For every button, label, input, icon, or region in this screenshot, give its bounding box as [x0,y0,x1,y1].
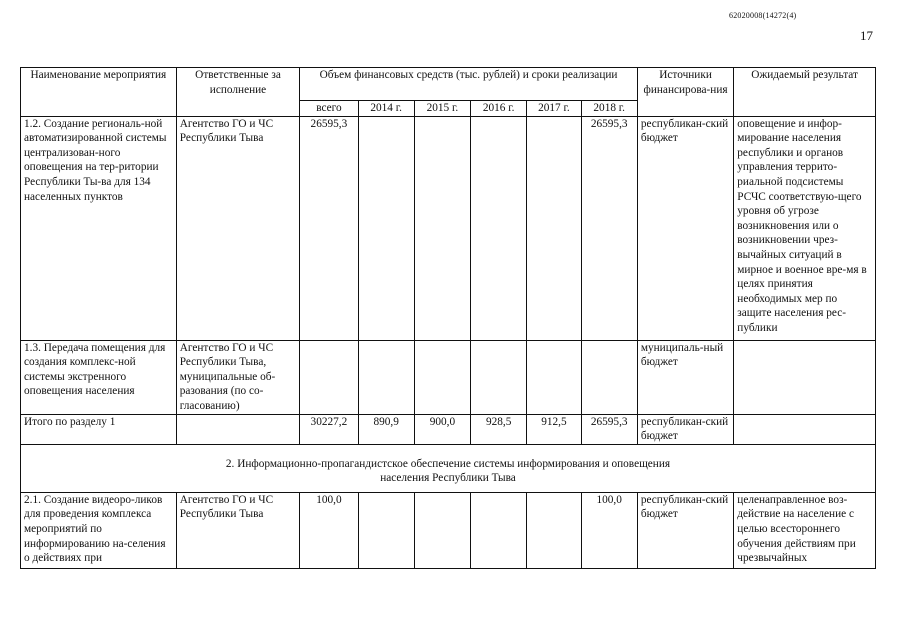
row-total: 100,0 [300,492,358,568]
row-2017 [527,492,581,568]
row-2018: 100,0 [581,492,637,568]
row-2015 [414,116,470,340]
table-row [21,116,876,340]
section-heading-row [21,444,876,492]
row-result: оповещение и инфор-мирование населения республики и органов управления террито-риальной подсистемы РСЧС соответствую-щего уровня об угрозе возникновения или о возникновении чрез-вычайных ситуаций в мирное и военное вре-мя в целях принятия необходимых мер по защите населения рес-публики [734,116,876,340]
table-row [21,492,876,568]
row-result [734,414,876,444]
section-2-title-text: 2. Информационно-пропагандистское обеспечение системы информирования и оповещения населения Республики Тыва [225,457,671,485]
row-2016 [471,340,527,414]
row-source: муниципаль-ный бюджет [637,340,733,414]
row-total: 30227,2 [300,414,358,444]
row-2016 [471,116,527,340]
row-2017: 912,5 [527,414,581,444]
row-total [300,340,358,414]
header-name: Наименование мероприятия [21,68,177,117]
header-2014: 2014 г. [358,101,414,117]
row-2014 [358,492,414,568]
row-2018: 26595,3 [581,116,637,340]
row-name: 2.1. Создание видеоро-ликов для проведения комплекса мероприятий по информированию на-селения о действиях при [21,492,177,568]
table-row-total [21,414,876,444]
document-id: 62020008(14272(4) [729,11,797,20]
table-row [21,340,876,414]
header-2018: 2018 г. [581,101,637,117]
row-source: республикан-ский бюджет [637,116,733,340]
row-2018: 26595,3 [581,414,637,444]
row-source: республикан-ский бюджет [637,492,733,568]
row-2017 [527,116,581,340]
header-result: Ожидаемый результат [734,68,876,117]
row-2017 [527,340,581,414]
program-table [20,67,876,569]
section-2-title [21,444,876,492]
row-2014: 890,9 [358,414,414,444]
header-2015: 2015 г. [414,101,470,117]
header-2016: 2016 г. [471,101,527,117]
row-2015: 900,0 [414,414,470,444]
row-2016: 928,5 [471,414,527,444]
row-responsible: Агентство ГО и ЧС Республики Тыва [176,492,300,568]
row-responsible: Агентство ГО и ЧС Республики Тыва, муниципальные об-разования (по со-гласованию) [176,340,300,414]
header-total: всего [300,101,358,117]
row-name: Итого по разделу 1 [21,414,177,444]
row-result [734,340,876,414]
row-responsible [176,414,300,444]
page-number: 17 [860,28,873,43]
row-name: 1.3. Передача помещения для создания комплекс-ной системы экстренного оповещения населения [21,340,177,414]
row-2014 [358,340,414,414]
row-responsible: Агентство ГО и ЧС Республики Тыва [176,116,300,340]
row-result: целенаправленное воз-действие на население с целью всестороннего обучения действиям при чрезвычайных [734,492,876,568]
row-name: 1.2. Создание региональ-ной автоматизированной системы централизован-ного оповещения на тер-ритории Республики Ты-ва для 134 населенных пунктов [21,116,177,340]
row-source: республикан-ский бюджет [637,414,733,444]
row-total: 26595,3 [300,116,358,340]
row-2018 [581,340,637,414]
row-2015 [414,492,470,568]
header-sources: Источники финансирова-ния [637,68,733,117]
header-volume: Объем финансовых средств (тыс. рублей) и сроки реализации [300,68,638,101]
row-2015 [414,340,470,414]
header-row [21,68,876,101]
row-2016 [471,492,527,568]
row-2014 [358,116,414,340]
header-2017: 2017 г. [527,101,581,117]
header-responsible: Ответственные за исполнение [176,68,300,117]
